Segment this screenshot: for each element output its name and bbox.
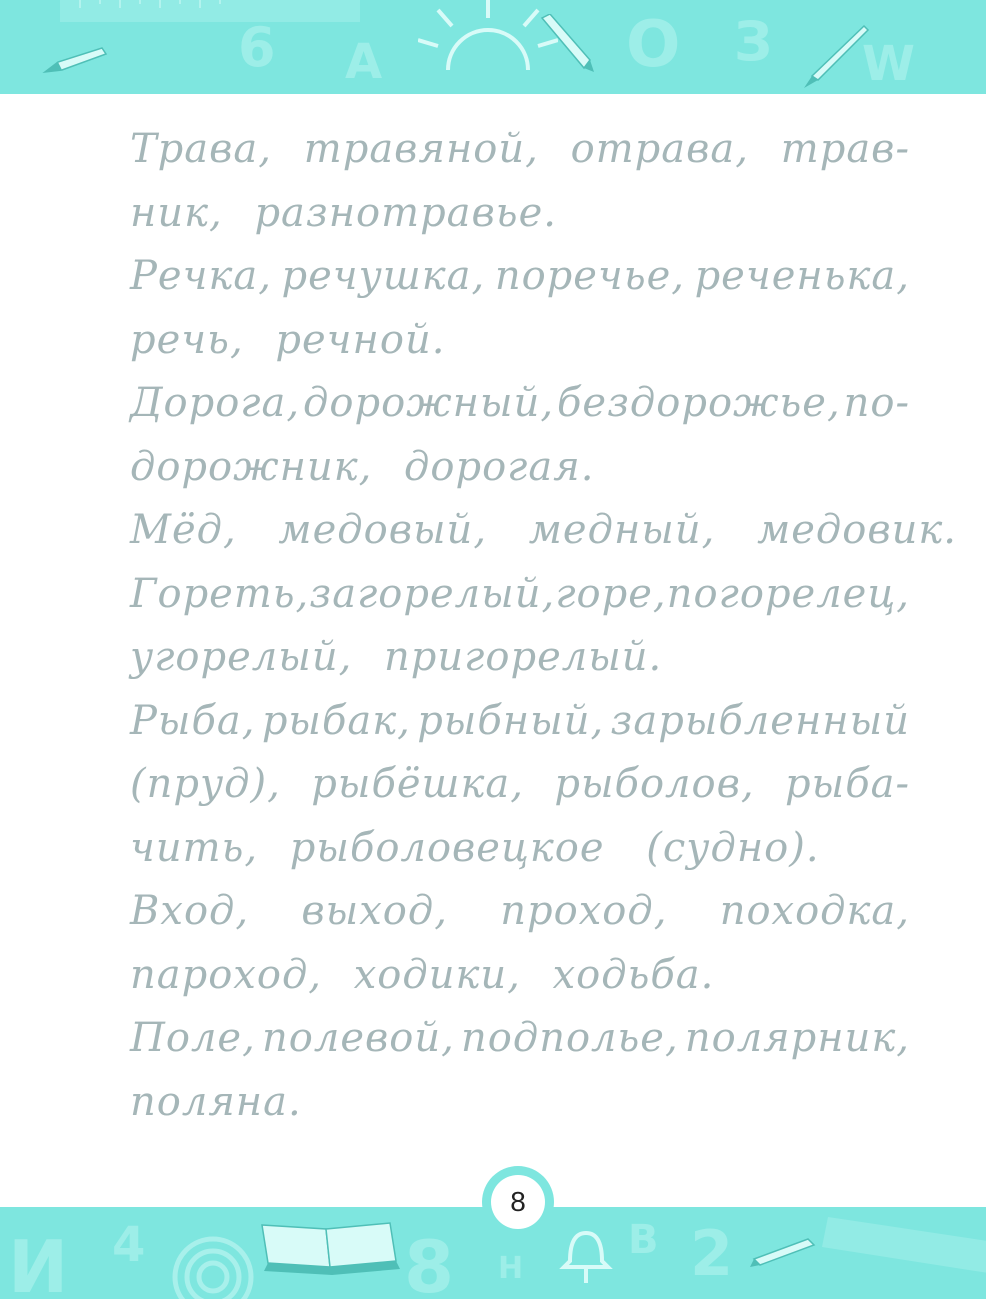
- word: рыба-: [785, 761, 910, 807]
- word: выход,: [301, 888, 448, 934]
- pencil-icon: [40, 40, 110, 80]
- decor-letter: О: [626, 8, 681, 82]
- word: речной.: [275, 316, 446, 363]
- decor-letter: З: [734, 10, 773, 73]
- word: ходьба.: [552, 951, 715, 998]
- word: рыболов,: [554, 761, 755, 807]
- word: полярник,: [684, 1015, 910, 1061]
- word: поречье,: [494, 253, 685, 299]
- ruler-icon: [818, 1217, 986, 1277]
- word: речушка,: [281, 253, 486, 299]
- word: загорелый,: [309, 570, 556, 617]
- exercise-line: [130, 817, 910, 881]
- word: проход,: [500, 888, 668, 934]
- word: угорелый,: [130, 634, 353, 680]
- word: медный,: [528, 507, 716, 553]
- exercise-line: [130, 436, 910, 500]
- handwriting-exercise: [130, 118, 957, 1134]
- exercise-line: [130, 880, 910, 944]
- word: дорожник,: [130, 443, 373, 490]
- word: чить,: [130, 824, 259, 871]
- exercise-line: [130, 563, 910, 627]
- word: походка,: [719, 888, 910, 934]
- exercise-line: [130, 245, 910, 309]
- word: трав-: [780, 126, 910, 172]
- word: Дорога,: [130, 380, 301, 426]
- word: ник,: [130, 189, 223, 236]
- exercise-line: [130, 690, 910, 754]
- word: (судно).: [646, 824, 820, 871]
- decor-letter: В: [628, 1217, 659, 1263]
- word: пароход,: [130, 951, 323, 998]
- decor-letter: Н: [498, 1251, 524, 1286]
- word: рыболовецкое: [289, 824, 605, 871]
- word: травяной,: [303, 126, 539, 172]
- word: дорожный,: [303, 380, 555, 426]
- word: зарыбленный: [610, 697, 910, 744]
- page-number: 8: [491, 1175, 545, 1229]
- decor-letter: 8: [404, 1225, 455, 1299]
- decor-letter: 2: [690, 1217, 734, 1290]
- word: поляна.: [130, 1078, 302, 1125]
- exercise-line: [130, 753, 910, 817]
- word: Мёд,: [130, 507, 237, 553]
- exercise-line: [130, 1007, 910, 1071]
- word: дорогая.: [404, 443, 595, 490]
- word: рыбак,: [261, 697, 411, 744]
- word: медовый,: [278, 507, 488, 553]
- pen-icon: [800, 22, 870, 92]
- decor-letter: И: [8, 1225, 69, 1299]
- decor-letter: 6: [238, 16, 276, 79]
- word: медовик.: [757, 507, 957, 553]
- bell-icon: [556, 1221, 616, 1291]
- word: рыбёшка,: [311, 761, 524, 807]
- exercise-line: [130, 499, 957, 563]
- word: речь,: [130, 316, 244, 363]
- word: погорелец,: [666, 570, 910, 617]
- word: отрава,: [570, 126, 749, 172]
- word: Поле,: [130, 1015, 256, 1061]
- decor-letter: 4: [112, 1217, 146, 1273]
- word: Вход,: [130, 888, 250, 934]
- exercise-line: [130, 944, 910, 1008]
- target-icon: [168, 1227, 258, 1299]
- exercise-line: [130, 309, 910, 373]
- word: пригорелый.: [384, 634, 663, 680]
- word: Гореть,: [130, 570, 310, 617]
- exercise-line: [130, 118, 910, 182]
- exercise-line: [130, 182, 910, 246]
- exercise-line: [130, 626, 910, 690]
- word: Трава,: [130, 126, 272, 172]
- word: Речка,: [130, 253, 272, 299]
- word: (пруд),: [130, 761, 281, 807]
- word: горе,: [555, 570, 667, 617]
- header-band: [0, 0, 986, 94]
- word: реченька,: [694, 253, 910, 299]
- word: подполье,: [461, 1015, 679, 1061]
- decor-letter: W: [862, 36, 915, 92]
- word: рыбный,: [417, 697, 605, 744]
- word: ходики,: [353, 951, 521, 998]
- word: Рыба,: [130, 697, 256, 744]
- word: по-: [843, 380, 910, 426]
- ruler-icon: [60, 0, 360, 30]
- page-number-badge: [482, 1166, 554, 1238]
- pencil-icon: [750, 1229, 820, 1269]
- pencil-icon: [536, 14, 596, 74]
- decor-letter: А: [345, 34, 383, 90]
- word: разнотравье.: [254, 189, 557, 236]
- word: полевой,: [262, 1015, 455, 1061]
- open-book-icon: [254, 1217, 404, 1277]
- exercise-line: [130, 1071, 910, 1135]
- word: бездорожье,: [557, 380, 841, 426]
- exercise-line: [130, 372, 910, 436]
